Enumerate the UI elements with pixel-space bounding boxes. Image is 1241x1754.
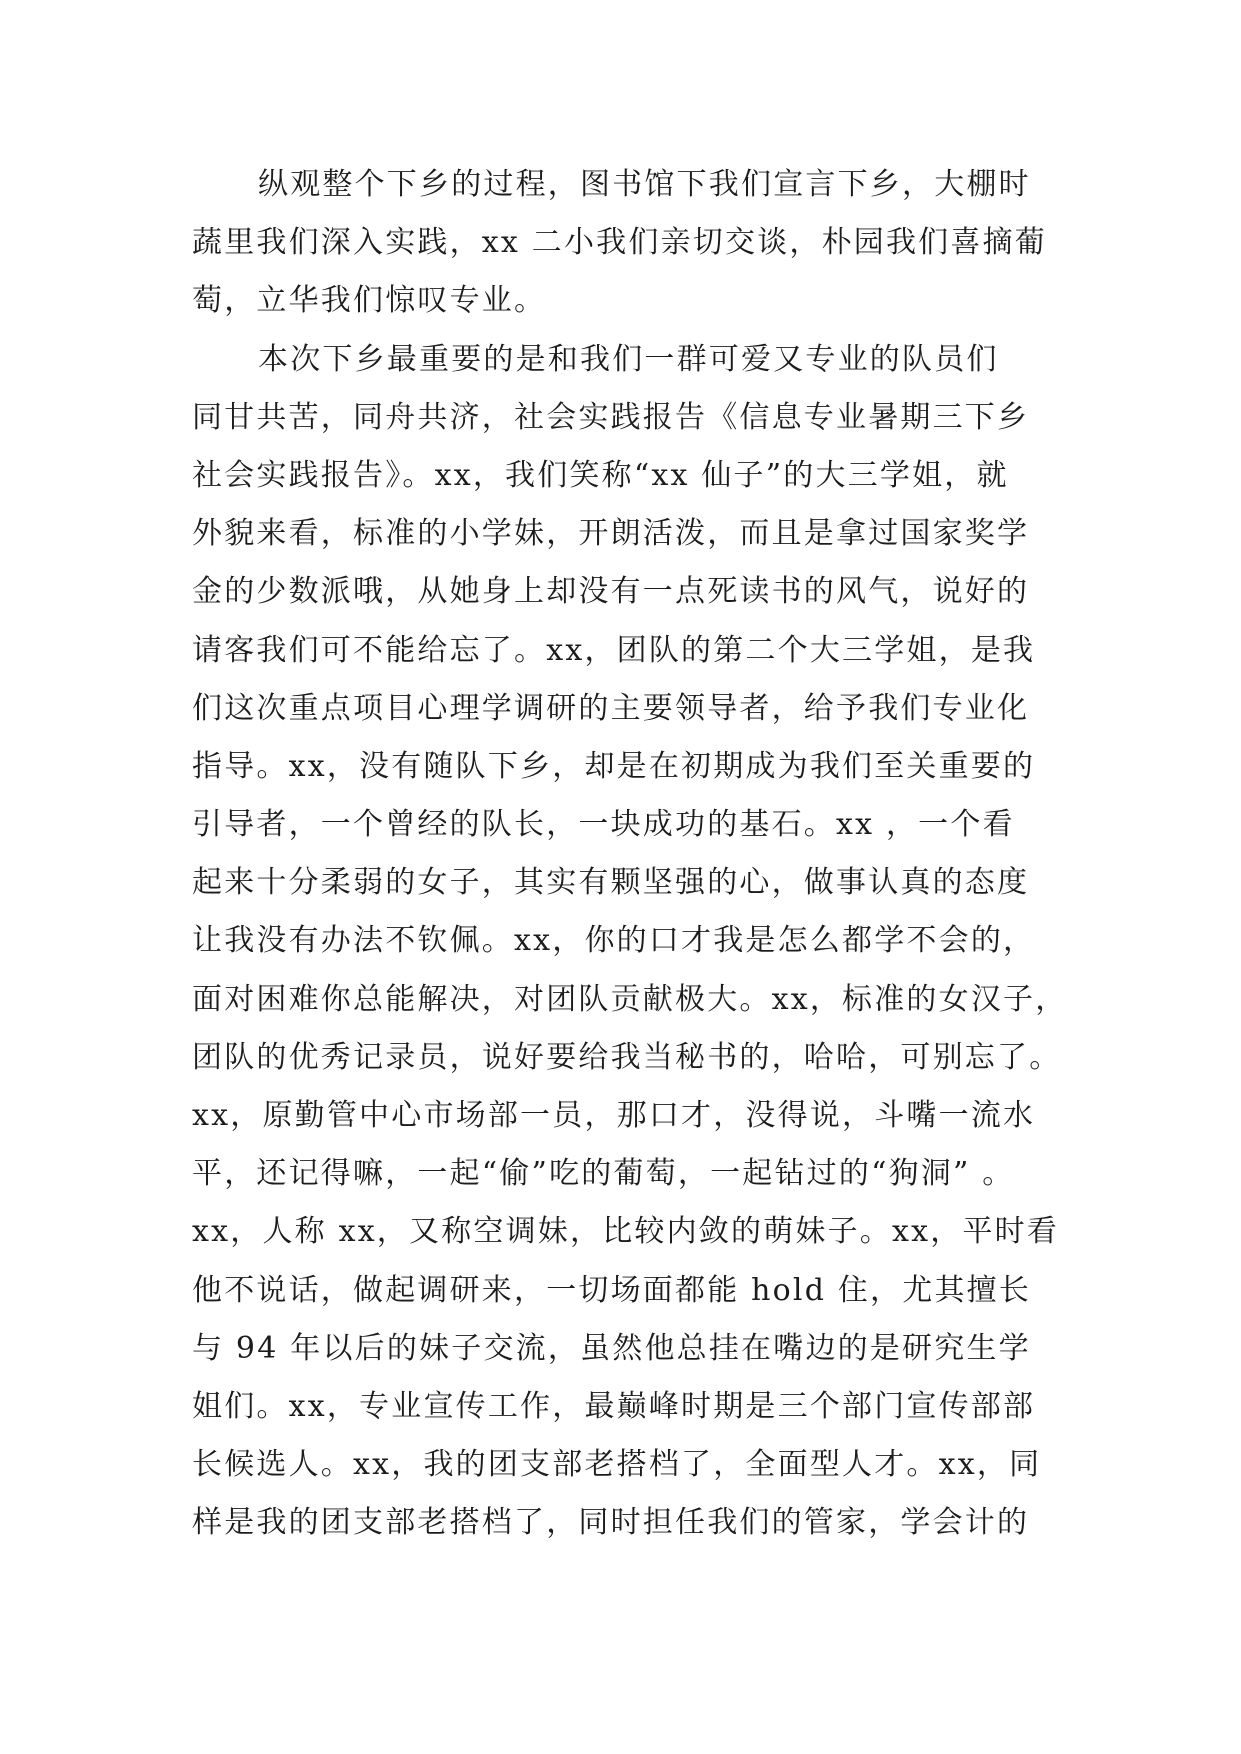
paragraph-2-line-3: 社会实践报告》。xx，我们笑称“xx 仙子”的大三学姐，就	[192, 457, 1009, 493]
paragraph-2-line-14: xx，原勤管中心市场部一员，那口才，没得说，斗嘴一流水	[192, 1098, 1036, 1133]
paragraph-1-line-2: 蔬里我们深入实践，xx 二小我们亲切交谈，朴园我们喜摘葡	[192, 225, 1047, 261]
paragraph-1-line-1: 纵观整个下乡的过程，图书馆下我们宣言下乡，大棚时	[258, 167, 1031, 202]
paragraph-2-line-2: 同甘共苦，同舟共济，社会实践报告《信息专业暑期三下乡	[192, 399, 1030, 435]
paragraph-2-line-7: 们这次重点项目心理学调研的主要领导者，给予我们专业化	[192, 690, 1030, 726]
paragraph-1-line-3: 萄，立华我们惊叹专业。	[192, 283, 547, 319]
paragraph-2-line-19: 姐们。xx，专业宣传工作，最巅峰时期是三个部门宣传部部	[192, 1388, 1036, 1424]
paragraph-2-line-13: 团队的优秀记录员，说好要给我当秘书的，哈哈，可别忘了。	[192, 1039, 1062, 1075]
paragraph-2-line-18: 与 94 年以后的妹子交流，虽然他总挂在嘴边的是研究生学	[192, 1330, 1031, 1366]
paragraph-2-line-21: 样是我的团支部老搭档了，同时担任我们的管家，学会计的	[192, 1505, 1030, 1541]
paragraph-2-line-4: 外貌来看，标准的小学妹，开朗活泼，而且是拿过国家奖学	[192, 516, 1030, 552]
document-body	[192, 163, 1192, 1560]
paragraph-2-line-20: 长候选人。xx，我的团支部老搭档了，全面型人才。xx，同	[192, 1447, 1042, 1483]
paragraph-2-line-8: 指导。xx，没有随队下乡，却是在初期成为我们至关重要的	[192, 748, 1036, 784]
paragraph-2-line-12: 面对困难你总能解决，对团队贡献极大。xx，标准的女汉子，	[192, 981, 1068, 1017]
paragraph-2-line-1: 本次下乡最重要的是和我们一群可爱又专业的队员们	[258, 341, 999, 377]
paragraph-2-line-16: xx，人称 xx，又称空调妹，比较内敛的萌妹子。xx，平时看	[192, 1214, 1060, 1250]
paragraph-2-line-17: 他不说话，做起调研来，一切场面都能 hold 住，尤其擅长	[192, 1272, 1032, 1308]
paragraph-2-line-15: 平，还记得嘛，一起“偷”吃的葡萄，一起钻过的“狗洞” 。	[192, 1156, 1015, 1192]
paragraph-2-line-5: 金的少数派哦，从她身上却没有一点死读书的风气，说好的	[192, 574, 1030, 610]
paragraph-2-line-9: 引导者，一个曾经的队长，一块成功的基石。xx ，一个看	[192, 807, 1015, 843]
paragraph-2-line-6: 请客我们可不能给忘了。xx，团队的第二个大三学姐，是我	[192, 632, 1036, 668]
paragraph-2-line-11: 让我没有办法不钦佩。xx，你的口才我是怎么都学不会的，	[192, 923, 1036, 959]
paragraph-2-line-10: 起来十分柔弱的女子，其实有颗坚强的心，做事认真的态度	[192, 865, 1030, 901]
